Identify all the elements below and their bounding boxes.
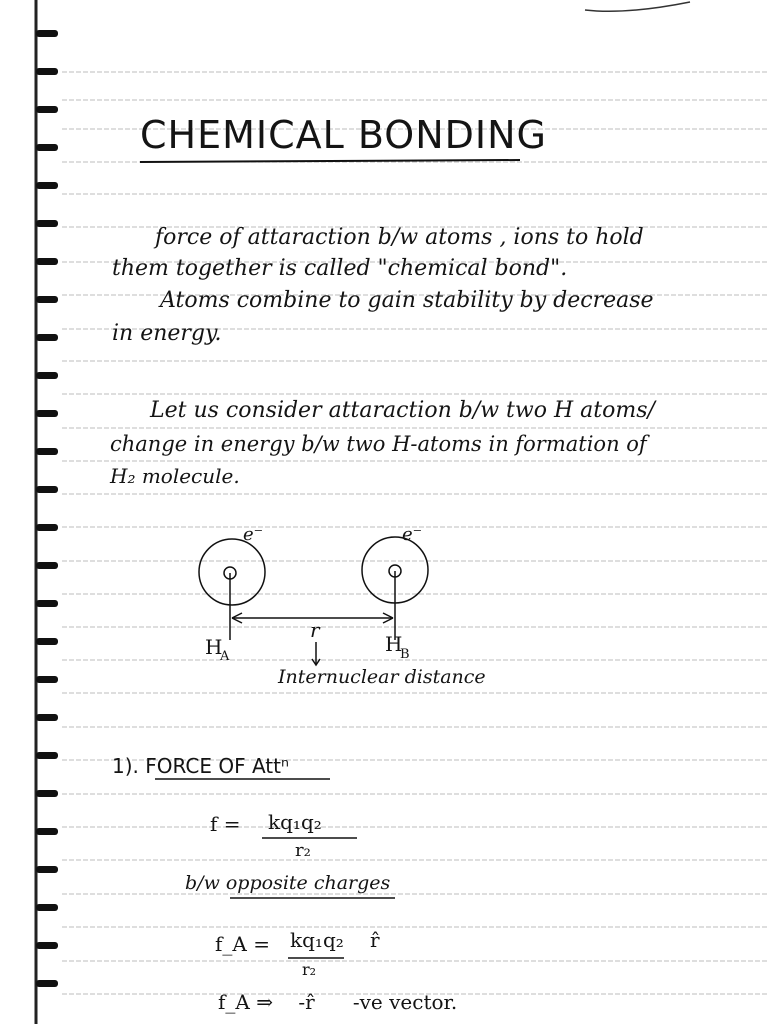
intro-line-4: in energy. [112, 321, 222, 346]
down-arrow-icon [309, 640, 323, 668]
formula2-unit-vector: r̂ [370, 928, 380, 952]
atom-a-label: H [205, 635, 223, 659]
intro-line-3: Atoms combine to gain stability by decrease [160, 288, 654, 313]
h2-diagram [180, 520, 480, 640]
atom-b-label: H [385, 632, 403, 656]
consider-line-3: H₂ molecule. [110, 464, 240, 488]
atom-a-circle [199, 539, 265, 605]
intro-line-1: force of attaraction b/w atoms , ions to hold [155, 225, 644, 250]
distance-symbol: r [310, 618, 320, 642]
formula3: f_A ⇒ -r̂ -ve vector. [218, 990, 458, 1014]
diagram-caption: Internuclear distance [278, 666, 486, 688]
formula1-denominator: r₂ [295, 840, 311, 861]
formula2-fraction-bar [288, 956, 348, 960]
heading-underline [155, 776, 335, 782]
intro-line-2: them together is called "chemical bond". [112, 256, 568, 281]
formula2-numerator: kq₁q₂ [290, 928, 344, 952]
opposite-charges-label: b/w opposite charges [185, 872, 391, 894]
electron-a-label: e⁻ [243, 524, 264, 545]
section-heading: 1). FORCE OF Attⁿ [112, 754, 289, 778]
consider-line-1: Let us consider attaraction b/w two H atoms/ [150, 398, 655, 423]
formula2-lhs: f_A = [215, 932, 270, 956]
atom-a-subscript: A [220, 649, 230, 664]
formula1-lhs: f = [210, 812, 241, 836]
page-title: CHEMICAL BONDING [140, 113, 547, 157]
consider-line-2: change in energy b/w two H-atoms in formation of [110, 432, 647, 456]
atom-b-subscript: B [400, 647, 410, 662]
formula2-denominator: r₂ [302, 960, 317, 979]
formula1-numerator: kq₁q₂ [268, 810, 322, 834]
formula1-fraction-bar [262, 836, 362, 840]
opposite-charges-underline [230, 896, 400, 900]
electron-b-label: e⁻ [402, 524, 423, 545]
